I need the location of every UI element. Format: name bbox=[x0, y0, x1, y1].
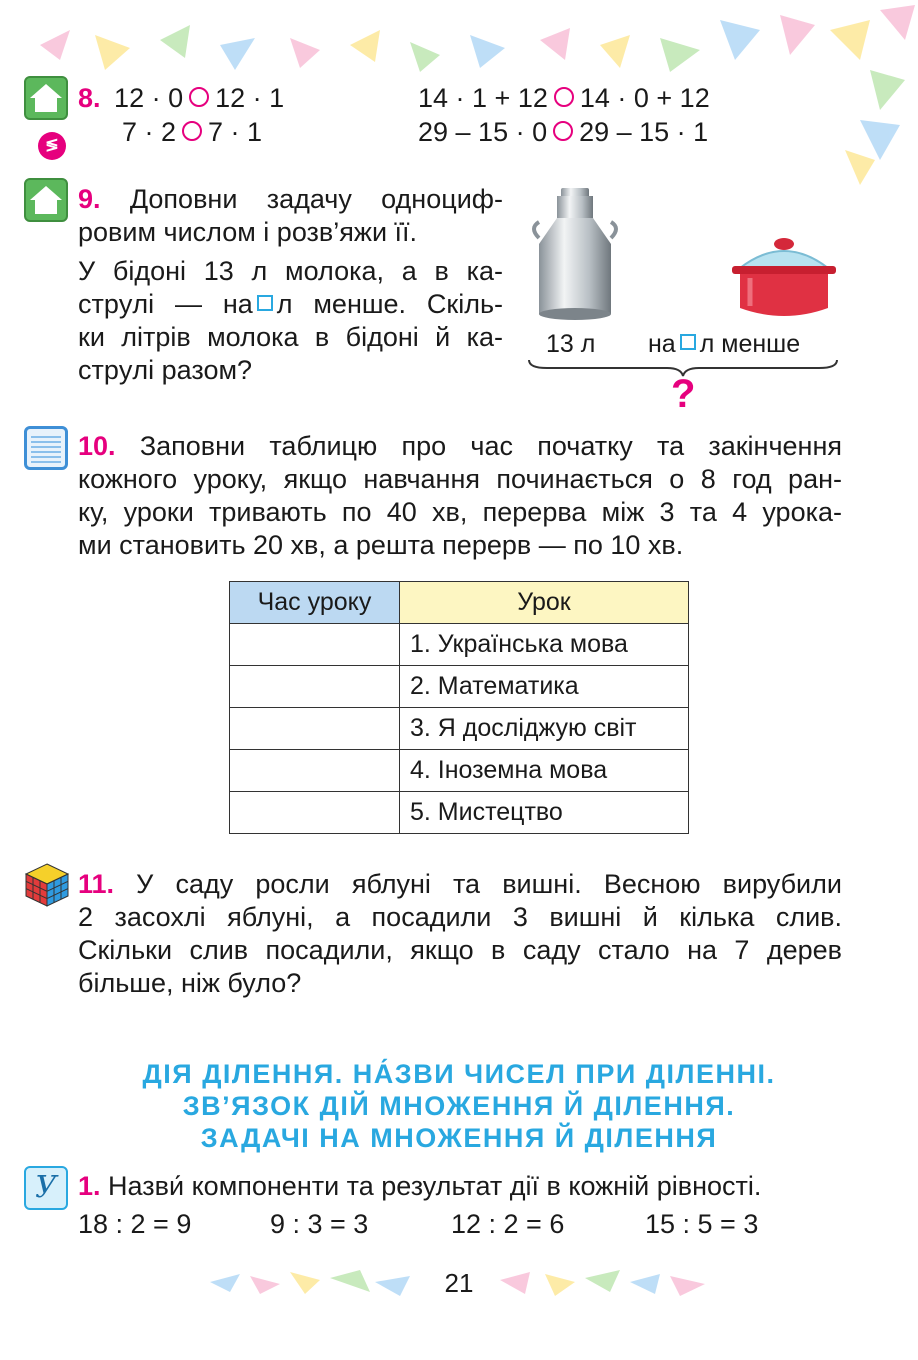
lesson-table bbox=[229, 581, 689, 834]
red-pot-icon bbox=[728, 232, 840, 322]
time-cell[interactable] bbox=[230, 708, 400, 750]
lesson-cell: 5. Мистецтво bbox=[400, 792, 689, 834]
text-line: стрyлі разом? bbox=[78, 355, 253, 385]
column-header-time: Час уроку bbox=[230, 582, 400, 624]
text-line bbox=[78, 288, 503, 321]
text: Доповни задачу одноциф- bbox=[129, 184, 503, 214]
compare-circle-icon[interactable] bbox=[554, 87, 574, 107]
text-line: кожного уроку, якщо навчання починається о 8 год ран- bbox=[78, 464, 842, 494]
home-task-icon bbox=[24, 76, 68, 120]
time-cell[interactable] bbox=[230, 750, 400, 792]
page-number: 21 bbox=[444, 1268, 474, 1298]
task9-text bbox=[78, 183, 503, 387]
text-line: Скільки слив посадили, якщо в саду стало на 7 дерев bbox=[78, 935, 842, 965]
lesson-cell: 2. Математика bbox=[400, 666, 689, 708]
table-header-row bbox=[230, 582, 689, 624]
time-cell[interactable] bbox=[230, 624, 400, 666]
task1-text bbox=[78, 1170, 761, 1203]
task8-row2-left bbox=[122, 116, 262, 149]
expression: 12 · 0 bbox=[114, 83, 184, 113]
oral-task-icon: У bbox=[24, 1166, 68, 1210]
task-number: 9. bbox=[78, 184, 101, 214]
can-label: 13 л bbox=[546, 330, 596, 358]
text: Назви́ компоненти та результат дії в кожній рівності. bbox=[108, 1171, 762, 1201]
expression: 14 · 1 + 12 bbox=[418, 83, 548, 113]
lesson-cell: 4. Іноземна мова bbox=[400, 750, 689, 792]
section-title-line: ЗВ’ЯЗОК ДІЙ МНОЖЕННЯ Й ДІЛЕННЯ. bbox=[182, 1091, 736, 1121]
text-line bbox=[78, 868, 842, 901]
section-title-line: ДІЯ ДІЛЕННЯ. НА́ЗВИ ЧИСЕЛ ПРИ ДІЛЕННІ. bbox=[142, 1059, 776, 1089]
equation: 18 : 2 = 9 bbox=[78, 1209, 192, 1239]
expression: 7 · 1 bbox=[208, 117, 263, 147]
time-cell[interactable] bbox=[230, 666, 400, 708]
text: л менше. Скіль- bbox=[276, 289, 503, 319]
compare-circle-icon[interactable] bbox=[553, 121, 573, 141]
table-row bbox=[230, 750, 689, 792]
text-line bbox=[78, 183, 503, 216]
home-task-icon bbox=[24, 178, 68, 222]
text: на bbox=[648, 330, 676, 358]
notebook-icon bbox=[24, 426, 68, 470]
table-row bbox=[230, 666, 689, 708]
task-number: 8. bbox=[78, 83, 101, 113]
task8-row1-right bbox=[418, 82, 710, 115]
task-number: 10. bbox=[78, 431, 116, 461]
task8-row1-left bbox=[78, 82, 284, 115]
equation: 12 : 2 = 6 bbox=[451, 1209, 565, 1239]
text-line: 2 засохлі яблуні, а посадили 3 вишні й кілька слив. bbox=[78, 902, 842, 932]
task-number: 11. bbox=[78, 869, 115, 899]
equation: 9 : 3 = 3 bbox=[270, 1209, 369, 1239]
expression: 29 – 15 · 1 bbox=[579, 117, 709, 147]
equation: 15 : 5 = 3 bbox=[645, 1209, 759, 1239]
task-number: 1. bbox=[78, 1171, 101, 1201]
table-row bbox=[230, 708, 689, 750]
expression: 7 · 2 bbox=[122, 117, 177, 147]
text-line bbox=[78, 430, 842, 463]
column-header-lesson: Урок bbox=[400, 582, 689, 624]
task10-text bbox=[78, 430, 842, 562]
expression: 29 – 15 · 0 bbox=[418, 117, 548, 147]
text-line: У бідоні 13 л молока, а в ка- bbox=[78, 256, 503, 286]
blank-square-icon[interactable] bbox=[680, 334, 696, 350]
logic-badge-icon: ≶ bbox=[38, 132, 66, 160]
pot-label bbox=[648, 330, 800, 359]
text-line: ку, уроки тривають по 40 хв, перерва між 3 та 4 урока- bbox=[78, 497, 842, 527]
section-title-line: ЗАДАЧІ НА МНОЖЕННЯ Й ДІЛЕННЯ bbox=[200, 1123, 718, 1153]
text: стрyлі — на bbox=[78, 289, 253, 319]
lesson-cell: 3. Я досліджую світ bbox=[400, 708, 689, 750]
rubiks-cube-icon bbox=[24, 862, 70, 908]
compare-circle-icon[interactable] bbox=[182, 121, 202, 141]
text-line: ми становить 20 хв, а решта перерв — по 10 хв. bbox=[78, 530, 684, 560]
text-line: ки літрів молока в бідоні й ка- bbox=[78, 322, 503, 352]
table-row bbox=[230, 624, 689, 666]
text: л менше bbox=[699, 330, 801, 358]
lesson-cell: 1. Українська мова bbox=[400, 624, 689, 666]
question-mark: ? bbox=[671, 372, 696, 416]
milk-can-icon bbox=[525, 186, 625, 326]
time-cell[interactable] bbox=[230, 792, 400, 834]
task8-row2-right bbox=[418, 116, 708, 149]
text: У саду росли яблуні та вишні. Весною вирубили bbox=[136, 869, 842, 899]
table-row bbox=[230, 792, 689, 834]
expression: 14 · 0 + 12 bbox=[579, 83, 710, 113]
compare-circle-icon[interactable] bbox=[189, 87, 209, 107]
text: Заповни таблицю про час початку та закінчення bbox=[139, 431, 842, 461]
blank-square-icon[interactable] bbox=[257, 295, 273, 311]
expression: 12 · 1 bbox=[215, 83, 285, 113]
text-line: більше, ніж було? bbox=[78, 968, 302, 998]
task11-text bbox=[78, 868, 842, 1000]
text-line: ровим числом і розв’яжи її. bbox=[78, 217, 418, 247]
